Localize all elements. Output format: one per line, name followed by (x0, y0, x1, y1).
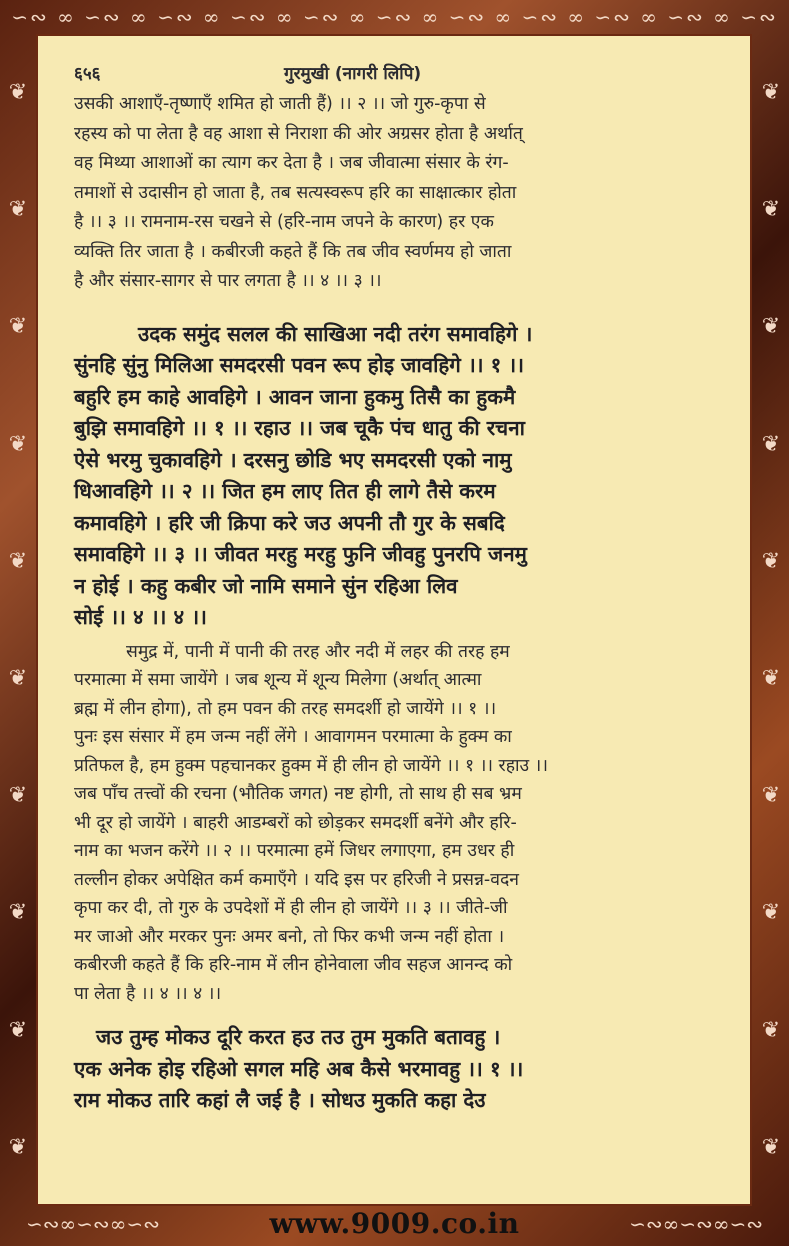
verse-line: जउ तुम्ह मोकउ दूरि करत हउ तउ तुम मुकति बतावहु । (96, 1025, 501, 1049)
verse-line: राम मोकउ तारि कहां लै जई है । सोधउ मुकति कहा देउ (74, 1088, 486, 1112)
ornament-left: ∽∾∞∽∾∞∽∾ (26, 1212, 160, 1236)
text-line: मर जाओ और मरकर पुनः अमर बनो, तो फिर कभी जन्म नहीं होता । (74, 926, 505, 947)
verse-line: न होई । कहु कबीर जो नामि समाने सुंन रहिआ लिव (74, 573, 458, 598)
page-header (74, 58, 722, 86)
text-line: तमाशों से उदासीन हो जाता है, तब सत्यस्वरूप हरि का साक्षात्कार होता (74, 182, 517, 203)
text-line: परमात्मा में समा जायेंगे । जब शून्य में शून्य मिलेगा (अर्थात् आत्मा (74, 670, 482, 690)
text-line: है और संसार-सागर से पार लगता है ।। ४ ।। ३ ।। (74, 271, 382, 291)
text-line: जब पाँच तत्त्वों की रचना (भौतिक जगत) नष्ट होगी, तो साथ ही सब भ्रम (74, 784, 522, 804)
text-line: पा लेता है ।। ४ ।। ४ ।। (74, 983, 222, 1004)
text-line: कृपा कर दी, तो गुरु के उपदेशों में ही लीन हो जायेंगे ।। ३ ।। जीते-जी (74, 898, 508, 918)
verse-block-1 (74, 319, 722, 634)
verse-block-2 (74, 1022, 722, 1117)
verse-line: सुंनहि सुंनु मिलिआ समदरसी पवन रूप होइ जावहिगे ।। १ ।। (74, 353, 524, 377)
verse-line: कमावहिगे । हरि जी क्रिपा करे जउ अपनी तौ गुर के सबदि (74, 510, 505, 535)
verse-line: बहुरि हम काहे आवहिगे । आवन जाना हुकमु तिसै का हुकमै (74, 384, 516, 409)
text-line: भी दूर हो जायेंगे । बाहरी आडम्बरों को छोड़कर समदर्शी बनेंगे और हरि- (74, 812, 517, 833)
text-line: नाम का भजन करेंगे ।। २ ।। परमात्मा हमें जिधर लगाएगा, हम उधर ही (74, 841, 515, 861)
verse-line: समावहिगे ।। ३ ।। जीवत मरहु मरहु फुनि जीवहु पुनरपि जनमु (74, 542, 527, 566)
ornament-glyph: ∽∾ ∞ ∽∾ ∞ ∽∾ ∞ ∽∾ ∞ ∽∾ ∞ ∽∾ ∞ ∽∾ ∞ ∽∾ ∞ ∽∾ ∞ ∽∾ ∞ ∽∾ (11, 5, 778, 29)
verse-line: बुझि समावहिगे ।। १ ।। रहाउ ।। जब चूकै पंच धातु की रचना (74, 416, 525, 440)
translation-paragraph-1 (74, 90, 722, 297)
text-line: समुद्र में, पानी में पानी की तरह और नदी में लहर की तरह हम (126, 641, 510, 662)
verse-line: उदक समुंद सलल की साखिआ नदी तरंग समावहिगे । (138, 321, 533, 346)
text-line: तल्लीन होकर अपेक्षित कर्म कमाएँगे । यदि इस पर हरिजी ने प्रसन्न-वदन (74, 869, 519, 890)
text-line: वह मिथ्या आशाओं का त्याग कर देता है । जब जीवात्मा संसार के रंग- (74, 153, 509, 173)
verse-line: एक अनेक होइ रहिओ सगल महि अब कैसे भरमावहु ।। १ ।। (74, 1056, 524, 1081)
left-ornament-border: ❦ ❦ ❦ ❦ ❦ ❦ ❦ ❦ ❦ ❦ (8, 80, 28, 1160)
right-ornament-border: ❦ ❦ ❦ ❦ ❦ ❦ ❦ ❦ ❦ ❦ (761, 80, 781, 1160)
text-line: उसकी आशाएँ-तृष्णाएँ शमित हो जाती हैं) ।। २ ।। जो गुरु-कृपा से (74, 94, 486, 114)
text-line: कबीरजी कहते हैं कि हरि-नाम में लीन होनेवाला जीव सहज आनन्द को (74, 955, 513, 975)
ornament-right: ∽∾∞∽∾∞∽∾ (629, 1212, 763, 1236)
text-line: है ।। ३ ।। रामनाम-रस चखने से (हरि-नाम जपने के कारण) हर एक (74, 212, 494, 232)
text-line: व्यक्ति तिर जाता है । कबीरजी कहते हैं कि तब जीव स्वर्णमय हो जाता (74, 241, 512, 262)
page-title: गुरमुखी (नागरी लिपि) (284, 63, 422, 84)
page-number: ६५६ (74, 63, 101, 84)
website-url: www.9009.co.in (269, 1207, 520, 1240)
verse-line: धिआवहिगे ।। २ ।। जित हम लाए तित ही लागे तैसे करम (74, 479, 496, 503)
verse-line: ऐसे भरमु चुकावहिगे । दरसनु छोडि भए समदरसी एको नामु (74, 447, 512, 472)
text-line: प्रतिफल है, हम हुक्म पहचानकर हुक्म में ही लीन हो जायेंगे ।। १ ।। रहाउ ।। (74, 755, 548, 776)
text-line: ब्रह्म में लीन होगा), तो हम पवन की तरह समदर्शी हो जायेंगे ।। १ ।। (74, 698, 497, 719)
book-page (36, 34, 752, 1206)
translation-paragraph-2 (74, 638, 722, 1009)
verse-line: सोई ।। ४ ।। ४ ।। (74, 605, 207, 629)
text-line: पुनः इस संसार में हम जन्म नहीं लेंगे । आवागमन परमात्मा के हुक्म का (74, 727, 512, 747)
text-line: रहस्य को पा लेता है वह आशा से निराशा की ओर अग्रसर होता है अर्थात् (74, 123, 523, 144)
top-ornament-border (0, 0, 789, 34)
